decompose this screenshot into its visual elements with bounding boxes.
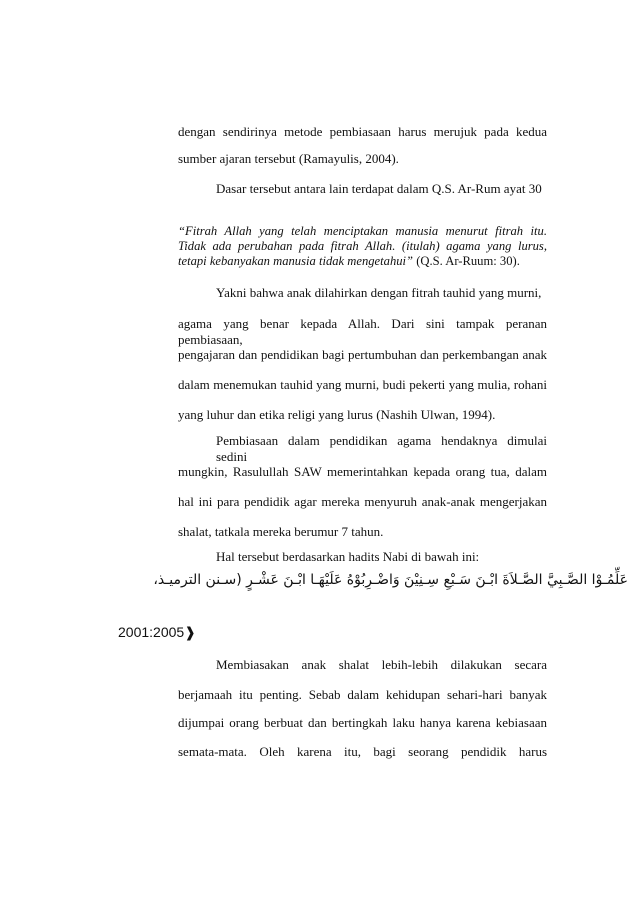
text-line: dijumpai orang berbuat dan bertingkah laku hanya karena kebiasaan: [178, 715, 547, 730]
citation-year-text: 2001:2005: [118, 624, 185, 640]
text-line: mungkin, Rasulullah SAW memerintahkan kepada orang tua, dalam: [178, 464, 547, 479]
text-line: sumber ajaran tersebut (Ramayulis, 2004).: [178, 151, 399, 166]
quote-text: tetapi kebanyakan manusia tidak mengetahui”: [178, 254, 414, 268]
text-line: pengajaran dan pendidikan bagi pertumbuhan dan perkembangan anak: [178, 347, 547, 362]
text-line: agama yang benar kepada Allah. Dari sini tampak peranan pembiasaan,: [178, 316, 547, 347]
quote-reference: (Q.S. Ar-Ruum: 30).: [413, 254, 520, 268]
text-line: yang luhur dan etika religi yang lurus (Nashih Ulwan, 1994).: [178, 407, 496, 422]
citation-year: [118, 624, 196, 641]
quote-line: [178, 254, 547, 269]
text-line: berjamaah itu penting. Sebab dalam kehidupan sehari-hari banyak: [178, 687, 547, 702]
text-line: Yakni bahwa anak dilahirkan dengan fitrah tauhid yang murni,: [216, 285, 542, 300]
text-line: dengan sendirinya metode pembiasaan harus merujuk pada kedua: [178, 124, 547, 139]
text-line: hal ini para pendidik agar mereka menyuruh anak-anak mengerjakan: [178, 494, 547, 509]
text-line: Hal tersebut berdasarkan hadits Nabi di bawah ini:: [216, 549, 480, 564]
text-line: Pembiasaan dalam pendidikan agama hendaknya dimulai sedini: [216, 433, 547, 464]
text-line: dalam menemukan tauhid yang murni, budi pekerti yang mulia, rohani: [178, 377, 547, 392]
text-line: shalat, tatkala mereka berumur 7 tahun.: [178, 524, 384, 539]
text-line: Dasar tersebut antara lain terdapat dalam Q.S. Ar-Rum ayat 30: [216, 181, 542, 196]
quote-line: Tidak ada perubahan pada fitrah Allah. (itulah) agama yang lurus,: [178, 239, 547, 253]
closing-bracket: ❱: [184, 625, 196, 641]
arabic-hadith: عَلِّمُـوْا الصَّـبِيَّ الصَّـلاَةَ ابْـنَ سَـبْعِ سِـنِيْنَ وَاضْـرِبُوْهُ عَلَيْهَـا ابْـنَ عَشْـرٍ (سـنن الترميـذ،: [153, 572, 628, 588]
text-line: Membiasakan anak shalat lebih-lebih dilakukan secara: [216, 657, 547, 672]
quran-quote: [178, 224, 547, 269]
text-line: semata-mata. Oleh karena itu, bagi seorang pendidik harus: [178, 744, 547, 759]
quote-line: “Fitrah Allah yang telah menciptakan manusia menurut fitrah itu.: [178, 224, 547, 238]
